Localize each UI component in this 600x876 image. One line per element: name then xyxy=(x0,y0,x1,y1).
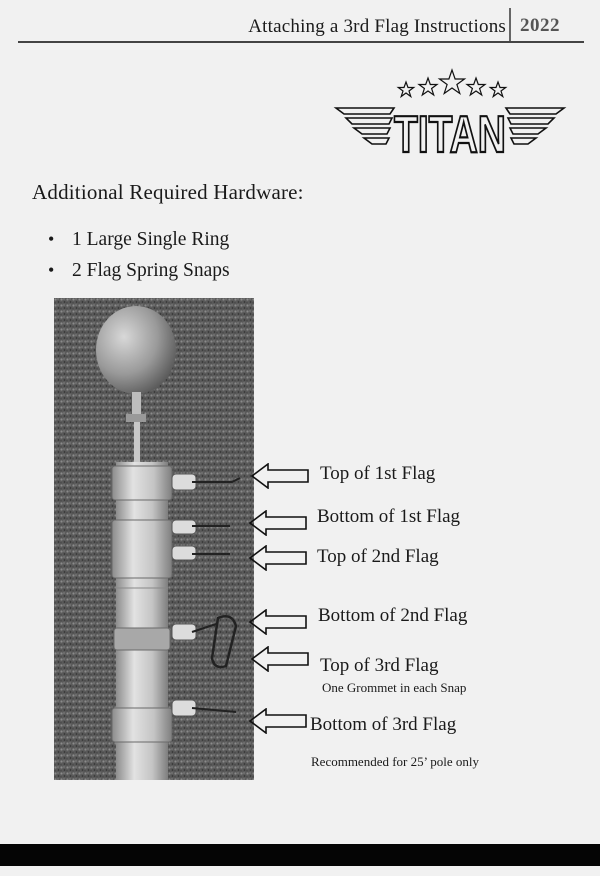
rotating-ring xyxy=(114,628,170,650)
header-divider xyxy=(509,8,511,42)
bullet-icon: • xyxy=(48,260,55,280)
left-arrow-icon xyxy=(250,463,310,489)
left-arrow-icon xyxy=(248,510,308,536)
hardware-list xyxy=(48,224,230,286)
logo-text: TITAN xyxy=(394,106,506,164)
finial-stem xyxy=(132,392,141,414)
label-bottom-2nd-flag: Bottom of 2nd Flag xyxy=(318,605,468,626)
label-bottom-1st-flag: Bottom of 1st Flag xyxy=(317,506,461,527)
rotating-ring xyxy=(112,708,172,742)
hardware-item xyxy=(48,255,230,286)
hardware-item-label: 2 Flag Spring Snaps xyxy=(72,260,230,281)
bullet-icon: • xyxy=(48,229,55,249)
left-arrow-icon xyxy=(248,545,308,571)
recommendation-note: Recommended for 25’ pole only xyxy=(311,754,479,769)
left-arrow-icon xyxy=(250,646,310,672)
titan-logo xyxy=(332,64,568,164)
grommet-note: One Grommet in each Snap xyxy=(322,680,467,695)
hardware-item-label: 1 Large Single Ring xyxy=(72,229,230,250)
label-top-2nd-flag: Top of 2nd Flag xyxy=(317,546,439,567)
hardware-heading: Additional Required Hardware: xyxy=(32,180,304,204)
rotating-ring xyxy=(112,466,172,500)
page-title: Attaching a 3rd Flag Instructions xyxy=(248,16,506,37)
header-rule xyxy=(18,41,584,43)
rotating-ring xyxy=(112,520,172,578)
footer-bar xyxy=(0,844,600,866)
label-bottom-3rd-flag: Bottom of 3rd Flag xyxy=(310,714,457,735)
ball-finial xyxy=(96,306,176,394)
header-year: 2022 xyxy=(520,15,560,36)
logo-stars-icon xyxy=(398,70,505,97)
label-top-1st-flag: Top of 1st Flag xyxy=(320,463,436,484)
hardware-item xyxy=(48,224,230,255)
label-top-3rd-flag: Top of 3rd Flag xyxy=(320,655,439,676)
left-arrow-icon xyxy=(248,609,308,635)
left-arrow-icon xyxy=(248,708,308,734)
flagpole-photo xyxy=(54,298,254,780)
